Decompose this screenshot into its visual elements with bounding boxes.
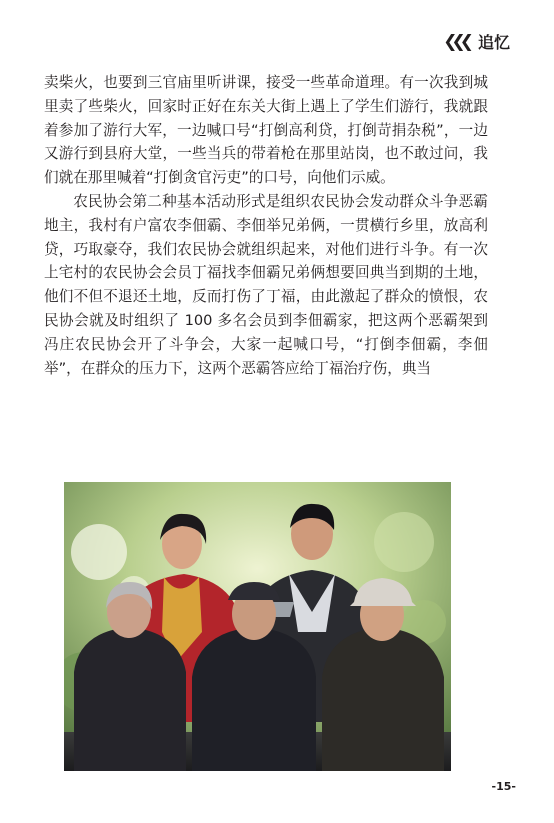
family-photo xyxy=(64,482,451,771)
page-number: -15- xyxy=(491,780,516,793)
triple-chevron-left-icon: ❮❮❮ xyxy=(443,32,468,52)
paragraph-continued: 卖柴火，也要到三官庙里听讲课，接受一些革命道理。有一次我到城里卖了些柴火，回家时正好在东关大街上遇上了学生们游行，我就跟着参加了游行大军，一边喊口号“打倒高利贷，打倒苛捐杂税”，一边又游行到县府大堂，一些当兵的带着枪在那里站岗，也不敢过问，我们就在那里喊着“打倒贪官污吏”的口号，向他们示威。 xyxy=(44,74,488,187)
body-text xyxy=(44,71,488,380)
paragraph: 农民协会第二种基本活动形式是组织农民协会发动群众斗争恶霸地主，我村有户富农李佃霸、李佃举兄弟俩，一贯横行乡里，放高利贷，巧取豪夺，我们农民协会就组织起来，对他们进行斗争。有一次上宅村的农民协会会员丁福找李佃霸兄弟俩想要回典当到期的土地，他们不但不退还土地，反而打伤了丁福，由此激起了群众的愤恨，农民协会就及时组织了 100 多名会员到李佃霸家，把这两个恶霸架到冯庄农民协会开了斗争会，大家一起喊口号，“打倒李佃霸，李佃举”，在群众的压力下，这两个恶霸答应给丁福治疗伤，典当 xyxy=(44,192,488,377)
section-title: 追忆 xyxy=(477,32,510,52)
section-header xyxy=(443,34,510,51)
family-photo-drawing xyxy=(64,482,451,771)
